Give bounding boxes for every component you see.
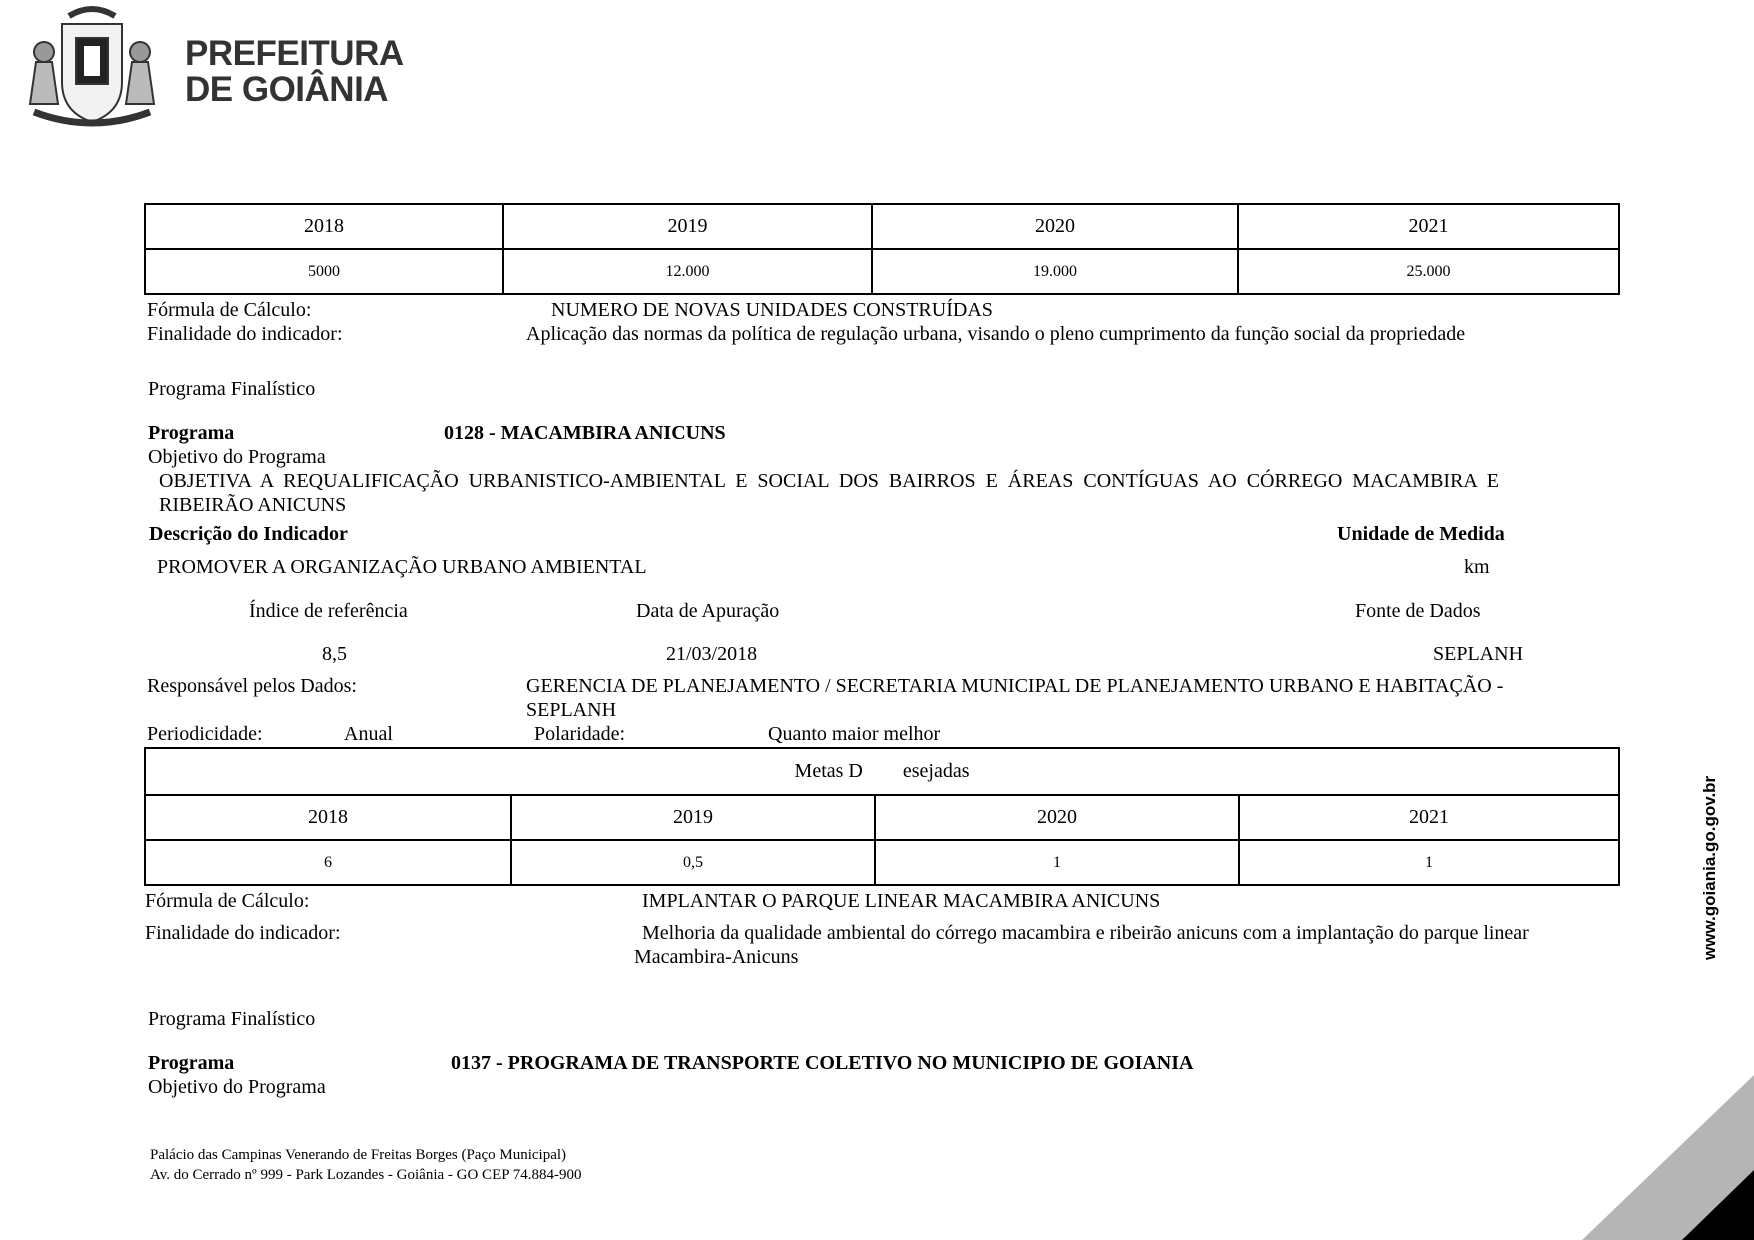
table-row [145,249,1619,294]
data-label: Data de Apuração [636,600,780,622]
year-cell: 2018 [145,795,511,840]
indice-label: Índice de referência [249,600,408,622]
finalidade-line1: Melhoria da qualidade ambiental do córrego macambira e ribeirão anicuns com a implantação do parque linear [642,922,1529,944]
targets-table-2 [144,747,1620,886]
finalidade-line2: Macambira-Anicuns [634,946,799,968]
year-cell: 2021 [1238,204,1619,249]
finalidade-label: Finalidade do indicador: [147,323,343,345]
brand-line1: PREFEITURA [185,34,404,73]
periodicidade-label: Periodicidade: [147,723,263,745]
brand-name [185,36,404,108]
responsavel-line2: SEPLANH [526,699,617,721]
objetivo-label: Objetivo do Programa [148,1076,326,1098]
programa-label: Programa [148,422,235,444]
value-cell: 6 [145,840,511,885]
objetivo-label: Objetivo do Programa [148,446,326,468]
descricao-value: PROMOVER A ORGANIZAÇÃO URBANO AMBIENTAL [157,556,647,578]
footer-address-line2: Av. do Cerrado nº 999 - Park Lozandes - Goiânia - GO CEP 74.884-900 [150,1167,582,1183]
periodicidade-value: Anual [344,723,393,745]
brand-line2: DE GOIÂNIA [185,70,389,109]
section-label: Programa Finalístico [148,1008,316,1030]
programa-value: 0128 - MACAMBIRA ANICUNS [444,422,726,444]
objetivo-line2: RIBEIRÃO ANICUNS [159,494,347,516]
city-coat-of-arms-icon [14,4,169,130]
finalidade-value: Aplicação das normas da política de regulação urbana, visando o pleno cumprimento da função social da propriedade [526,323,1466,345]
formula-value: IMPLANTAR O PARQUE LINEAR MACAMBIRA ANICUNS [642,890,1161,912]
year-cell: 2021 [1239,795,1619,840]
programa-label: Programa [148,1052,235,1074]
value-cell: 5000 [145,249,503,294]
year-cell: 2019 [511,795,875,840]
formula-value: NUMERO DE NOVAS UNIDADES CONSTRUÍDAS [551,299,993,321]
unidade-label: Unidade de Medida [1337,523,1505,545]
value-cell: 1 [875,840,1239,885]
finalidade-label: Finalidade do indicador: [145,922,341,944]
year-cell: 2018 [145,204,503,249]
year-cell: 2020 [875,795,1239,840]
fonte-value: SEPLANH [1433,643,1524,665]
section-label: Programa Finalístico [148,378,316,400]
unidade-value: km [1464,556,1490,578]
value-cell: 0,5 [511,840,875,885]
table-row [145,795,1619,840]
value-cell: 12.000 [503,249,872,294]
value-cell: 19.000 [872,249,1238,294]
objetivo-line1: OBJETIVA A REQUALIFICAÇÃO URBANISTICO-AMBIENTAL E SOCIAL DOS BAIRROS E ÁREAS CONTÍGUAS AO CÓRREGO MACAMBIRA E [159,470,1499,492]
fonte-label: Fonte de Dados [1355,600,1481,622]
formula-label: Fórmula de Cálculo: [147,299,312,321]
formula-label: Fórmula de Cálculo: [145,890,310,912]
website-url: www.goiania.go.gov.br [1700,775,1719,960]
year-cell: 2019 [503,204,872,249]
value-cell: 1 [1239,840,1619,885]
targets-table-1 [144,203,1620,295]
data-value: 21/03/2018 [666,643,758,665]
responsavel-line1: GERENCIA DE PLANEJAMENTO / SECRETARIA MUNICIPAL DE PLANEJAMENTO URBANO E HABITAÇÃO - [526,675,1504,697]
programa-value: 0137 - PROGRAMA DE TRANSPORTE COLETIVO NO MUNICIPIO DE GOIANIA [451,1052,1194,1074]
year-cell: 2020 [872,204,1238,249]
corner-decoration [1582,1075,1754,1240]
descricao-label: Descrição do Indicador [149,523,348,545]
table-row [145,204,1619,249]
polaridade-label: Polaridade: [534,723,626,745]
footer-address-line1: Palácio das Campinas Venerando de Freitas Borges (Paço Municipal) [150,1147,567,1163]
table-caption-row [145,748,1619,795]
table-caption: Metas D esejadas [145,748,1619,795]
responsavel-label: Responsável pelos Dados: [147,675,357,697]
table-row [145,840,1619,885]
indice-value: 8,5 [322,643,347,665]
polaridade-value: Quanto maior melhor [768,723,941,745]
value-cell: 25.000 [1238,249,1619,294]
